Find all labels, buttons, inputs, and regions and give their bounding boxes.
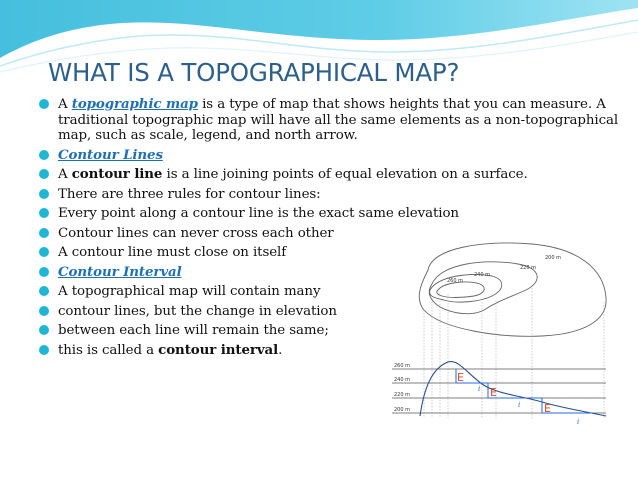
bullet-text: . — [278, 342, 283, 358]
bullet-text: Contour lines can never cross each other — [58, 225, 334, 241]
bullet-text: A — [58, 167, 72, 182]
contour-label-260: 260 m — [447, 278, 464, 284]
bullet-text: There are three rules for contour lines: — [58, 186, 321, 202]
contour-map-labels — [447, 255, 561, 284]
profile-label-240: 240 m — [394, 377, 411, 383]
elevation-marker-e: E — [457, 371, 464, 384]
term-link[interactable]: Contour Lines — [58, 146, 163, 163]
contour-diagram — [392, 238, 614, 428]
bullet-dot-icon — [39, 208, 49, 218]
bullet-text: A contour line must close on itself — [58, 245, 287, 260]
bullet-dot-icon — [39, 286, 49, 296]
interval-marker-i: i — [518, 401, 521, 409]
bullet-text: is a type of map that shows heights that you can measure. A traditional topographic map will have all the same elements as a non-topographical map, such as scale, legend, and north arrow. — [58, 97, 619, 143]
bullet-dot-icon — [39, 150, 49, 160]
bullet-dot-icon — [39, 267, 49, 277]
bold-term: contour interval — [158, 341, 279, 358]
profile-label-200: 200 m — [394, 407, 411, 413]
bullet-text: between each line will remain the same; — [58, 323, 329, 338]
bold-term: contour line — [71, 166, 163, 182]
term-link[interactable]: Contour Interval — [58, 263, 182, 280]
bullet-dot-icon — [39, 325, 49, 335]
bullet-item — [39, 97, 619, 144]
term-link[interactable]: topographic map — [71, 96, 198, 112]
interval-marker-i: i — [478, 385, 481, 393]
profile-labels — [394, 363, 410, 413]
bullet-dot-icon — [39, 345, 49, 355]
bullet-dot-icon — [39, 169, 49, 179]
interval-steps — [456, 369, 592, 413]
elevation-marker-e: E — [544, 402, 551, 415]
contour-label-240: 240 m — [474, 272, 491, 278]
bullet-dot-icon — [39, 99, 49, 109]
bullet-text: contour lines, but the change in elevation — [58, 303, 337, 319]
profile-label-220: 220 m — [394, 392, 411, 398]
interval-marker-i: i — [577, 418, 580, 426]
slide-title: WHAT IS A TOPOGRAPHICAL MAP? — [48, 58, 460, 87]
bullet-item — [39, 148, 619, 164]
bullet-text: this is called a — [58, 342, 159, 358]
bullet-text: A — [58, 97, 72, 112]
contour-label-200: 200 m — [545, 255, 562, 261]
bullet-item — [39, 206, 619, 222]
bullet-text: Every point along a contour line is the exact same elevation — [58, 206, 459, 221]
bullet-item — [39, 187, 619, 203]
bullet-dot-icon — [39, 306, 49, 316]
bullet-item — [39, 167, 619, 183]
bullet-dot-icon — [39, 228, 49, 238]
bullet-dot-icon — [39, 189, 49, 199]
contour-map — [419, 243, 606, 336]
profile-label-260: 260 m — [394, 363, 411, 369]
contour-label-220: 220 m — [520, 265, 537, 271]
bullet-text: A topographical map will contain many — [58, 284, 321, 299]
bullet-text: is a line joining points of equal elevation on a surface. — [162, 167, 528, 182]
elevation-marker-e: E — [490, 386, 497, 399]
bullet-dot-icon — [39, 247, 49, 257]
